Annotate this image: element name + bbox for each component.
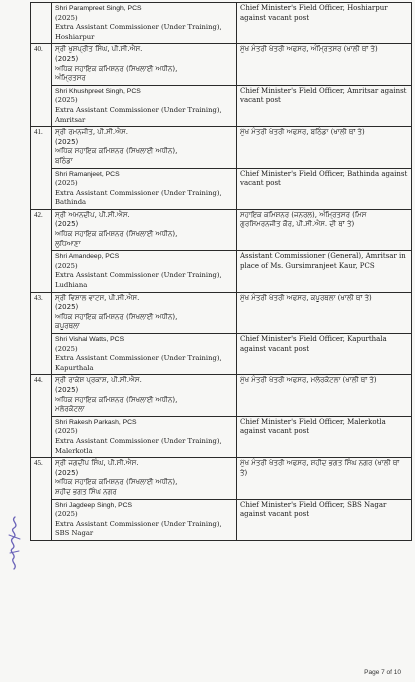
officer-name-punjabi: ਸ੍ਰੀ ਖੁਸ਼ਪ੍ਰੀਤ ਸਿੰਘ, ਪੀ.ਸੀ.ਐਸ. [55, 45, 143, 54]
officer-name: Shri Amandeep, PCS [55, 253, 120, 261]
new-posting-english: Chief Minister's Field Officer, Kapurthala against vacant post [237, 334, 412, 375]
batch-year: (2025) [55, 468, 79, 477]
table-row [31, 334, 412, 375]
batch-year: (2025) [55, 96, 78, 105]
officer-cell-punjabi [52, 458, 237, 499]
officer-name: Shri Jagdeep Singh, PCS [55, 501, 133, 509]
current-post-punjabi: ਅਧਿਕ ਸਹਾਇਕ ਕਮਿਸ਼ਨਰ (ਸਿਖਲਾਈ ਅਧੀਨ), [55, 312, 178, 321]
new-posting-english: Chief Minister's Field Officer, Bathinda against vacant post [237, 168, 412, 209]
officer-cell-punjabi [52, 127, 237, 168]
officer-cell-english [52, 85, 237, 126]
new-posting-english: Assistant Commissioner (General), Amritsar in place of Ms. Gursimranjeet Kaur, PCS [237, 251, 412, 292]
table-row [31, 375, 412, 416]
officer-cell-english [52, 168, 237, 209]
serial-number: 41. [31, 127, 52, 210]
batch-year: (2025) [55, 510, 78, 519]
table-row [31, 458, 412, 499]
current-post-punjabi: ਅਧਿਕ ਸਹਾਇਕ ਕਮਿਸ਼ਨਰ (ਸਿਖਲਾਈ ਅਧੀਨ), [55, 64, 178, 73]
current-station-punjabi: ਅੰਮ੍ਰਿਤਸਰ [55, 74, 86, 83]
batch-year: (2025) [55, 220, 79, 229]
table-row [31, 499, 412, 540]
officer-cell-english [52, 251, 237, 292]
officer-name-punjabi: ਸ੍ਰੀ ਵਿਸ਼ਾਲ ਵਾਟਸ, ਪੀ.ਸੀ.ਐਸ. [55, 293, 140, 302]
serial-number: 45. [31, 458, 52, 541]
officer-cell-punjabi [52, 44, 237, 85]
batch-year: (2025) [55, 261, 78, 270]
officer-name: Shri Rakesh Parkash, PCS [55, 418, 137, 426]
table-row [31, 85, 412, 126]
page-number: Page 7 of 10 [364, 669, 401, 676]
current-post-punjabi: ਅਧਿਕ ਸਹਾਇਕ ਕਮਿਸ਼ਨਰ (ਸਿਖਲਾਈ ਅਧੀਨ), [55, 478, 178, 487]
serial-number [31, 3, 52, 44]
batch-year: (2025) [55, 427, 78, 436]
batch-year: (2025) [55, 137, 79, 146]
officer-cell-punjabi [52, 375, 237, 416]
batch-year: (2025) [55, 54, 79, 63]
table-row [31, 251, 412, 292]
table-row [31, 168, 412, 209]
current-post-punjabi: ਅਧਿਕ ਸਹਾਇਕ ਕਮਿਸ਼ਨਰ (ਸਿਖਲਾਈ ਅਧੀਨ), [55, 230, 178, 239]
current-post-punjabi: ਅਧਿਕ ਸਹਾਇਕ ਕਮਿਸ਼ਨਰ (ਸਿਖਲਾਈ ਅਧੀਨ), [55, 395, 178, 404]
table-row [31, 292, 412, 333]
new-posting-english: Chief Minister's Field Officer, Amritsar against vacant post [237, 85, 412, 126]
current-post: Extra Assistant Commissioner (Under Training), Amritsar [55, 105, 222, 124]
current-post: Extra Assistant Commissioner (Under Training), Ludhiana [55, 271, 222, 290]
current-post: Extra Assistant Commissioner (Under Training), Kapurthala [55, 354, 222, 372]
current-post: Extra Assistant Commissioner (Under Training), SBS Nagar [55, 519, 222, 538]
officer-cell-english [52, 416, 237, 457]
new-posting-punjabi: ਸਹਾਇਕ ਕਮਿਸ਼ਨਰ (ਜਨਰਲ), ਅੰਮ੍ਰਿਤਸਰ (ਮਿਸ ਗੁਰਸਿਮਰਨਜੀਤ ਕੌਰ, ਪੀ.ਸੀ.ਐਸ. ਦੀ ਥਾਂ ਤੇ) [237, 209, 412, 250]
new-posting-punjabi: ਮੁੱਖ ਮੰਤਰੀ ਖੇਤਰੀ ਅਫਸਰ, ਮਲੇਰਕੋਟਲਾ (ਖਾਲੀ ਥਾਂ ਤੇ) [237, 375, 412, 416]
new-posting-english: Chief Minister's Field Officer, Malerkotla against vacant post [237, 416, 412, 457]
serial-number: 40. [31, 44, 52, 127]
officer-cell-english [52, 499, 237, 540]
batch-year: (2025) [55, 303, 79, 312]
serial-number: 42. [31, 209, 52, 292]
new-posting-punjabi: ਮੁੱਖ ਮੰਤਰੀ ਖੇਤਰੀ ਅਫਸਰ, ਬਠਿੰਡਾ (ਖਾਲੀ ਥਾਂ ਤੇ) [237, 127, 412, 168]
batch-year: (2025) [55, 179, 78, 188]
batch-year: (2025) [55, 344, 78, 353]
officer-name-punjabi: ਸ੍ਰੀ ਰਮਨਜੀਤ, ਪੀ.ਸੀ.ਐਸ. [55, 128, 128, 137]
serial-number: 44. [31, 375, 52, 458]
officer-name-punjabi: ਸ੍ਰੀ ਰਾਕੇਸ਼ ਪ੍ਰਕਾਸ਼, ਪੀ.ਸੀ.ਐਸ. [55, 376, 142, 385]
new-posting-punjabi: ਮੁੱਖ ਮੰਤਰੀ ਖੇਤਰੀ ਅਫਸਰ, ਕਪੂਰਥਲਾ (ਖਾਲੀ ਥਾਂ ਤੇ) [237, 292, 412, 333]
current-station-punjabi: ਮਲੇਰਕੋਟਲਾ [55, 405, 85, 414]
current-post-punjabi: ਅਧਿਕ ਸਹਾਇਕ ਕਮਿਸ਼ਨਰ (ਸਿਖਲਾਈ ਅਧੀਨ), [55, 147, 178, 156]
new-posting-english: Chief Minister's Field Officer, SBS Nagar against vacant post [237, 499, 412, 540]
table-row [31, 44, 412, 85]
current-station-punjabi: ਲੁਧਿਆਣਾ [55, 239, 81, 248]
table-row [31, 127, 412, 168]
batch-year: (2025) [55, 13, 78, 22]
batch-year: (2025) [55, 385, 79, 394]
officer-cell-english [52, 3, 237, 44]
officer-cell-punjabi [52, 209, 237, 250]
officer-name: Shri Khushpreet Singh, PCS [55, 87, 141, 95]
current-station-punjabi: ਕਪੂਰਥਲਾ [55, 322, 80, 331]
current-station-punjabi: ਸ਼ਹੀਦ ਭਗਤ ਸਿੰਘ ਨਗਰ [55, 487, 117, 496]
current-post: Extra Assistant Commissioner (Under Training), Malerkotla [55, 436, 222, 455]
table-row [31, 209, 412, 250]
officer-name: Shri Vishal Watts, PCS [55, 336, 125, 343]
new-posting-punjabi: ਮੁੱਖ ਮੰਤਰੀ ਖੇਤਰੀ ਅਫਸਰ, ਸ਼ਹੀਦ ਭਗਤ ਸਿੰਘ ਨਗਰ (ਖਾਲੀ ਥਾਂ ਤੇ) [237, 458, 412, 499]
officer-name: Shri Ramanjeet, PCS [55, 170, 120, 178]
officer-name-punjabi: ਸ੍ਰੀ ਜਗਦੀਪ ਸਿੰਘ, ਪੀ.ਸੀ.ਐਸ. [55, 459, 139, 468]
current-post: Extra Assistant Commissioner (Under Training), Hoshiarpur [55, 23, 222, 41]
officer-cell-punjabi [52, 292, 237, 333]
officer-name-punjabi: ਸ੍ਰੀ ਅਮਨਦੀਪ, ਪੀ.ਸੀ.ਐਸ. [55, 210, 130, 219]
new-posting-punjabi: ਮੁੱਖ ਮੰਤਰੀ ਖੇਤਰੀ ਅਫਸਰ, ਅੰਮ੍ਰਿਤਸਰ (ਖਾਲੀ ਥਾਂ ਤੇ) [237, 44, 412, 85]
table-row [31, 3, 412, 44]
current-station-punjabi: ਬਠਿੰਡਾ [55, 156, 73, 165]
new-posting-english: Chief Minister's Field Officer, Hoshiarpur against vacant post [237, 3, 412, 44]
serial-number: 43. [31, 292, 52, 375]
handwritten-signature [6, 515, 24, 571]
table-row [31, 416, 412, 457]
current-post: Extra Assistant Commissioner (Under Training), Bathinda [55, 188, 222, 207]
posting-orders-table [30, 2, 412, 541]
officer-name: Shri Parampreet Singh, PCS [55, 5, 142, 12]
officer-cell-english [52, 334, 237, 375]
